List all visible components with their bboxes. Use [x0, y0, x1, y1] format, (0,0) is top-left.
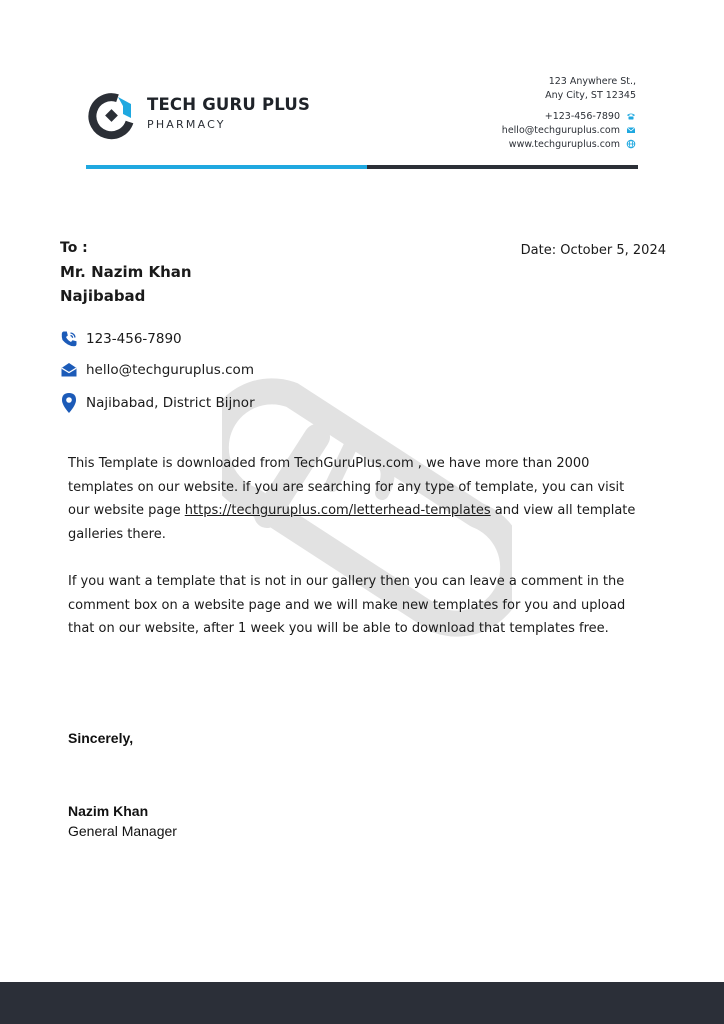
to-label: To : — [60, 240, 88, 256]
header-contact-block — [376, 75, 636, 151]
body-paragraph-2: If you want a template that is not in our gallery then you can leave a comment in the comment box on a website page and we will make new templates for you and upload that on our website, after 1 week you will be able to download that templates free. — [68, 574, 626, 636]
header-divider-dark — [367, 165, 638, 169]
location-pin-icon — [60, 392, 78, 414]
recipient-phone-row — [60, 330, 182, 348]
recipient-location: Najibabad, District Bijnor — [86, 395, 255, 411]
header-phone-row — [376, 109, 636, 123]
header-email-row — [376, 123, 636, 137]
footer-bar — [0, 982, 724, 1024]
header-address — [376, 75, 636, 103]
header-website-row — [376, 137, 636, 151]
signature-title: General Manager — [68, 823, 177, 839]
envelope-open-icon — [60, 361, 78, 379]
header-phone: +123-456-7890 — [544, 110, 620, 122]
templates-link[interactable]: https://techguruplus.com/letterhead-templates — [184, 503, 491, 518]
header-divider-accent — [86, 165, 367, 169]
header-email: hello@techguruplus.com — [501, 124, 620, 136]
recipient-location-row — [60, 392, 255, 414]
envelope-icon — [626, 125, 636, 135]
pharmacy-logo-icon — [87, 92, 135, 140]
signature-name: Nazim Khan — [68, 803, 149, 819]
recipient-name: Mr. Nazim Khan — [60, 263, 192, 281]
brand-subtitle: PHARMACY — [147, 118, 226, 131]
recipient-phone: 123-456-7890 — [86, 331, 182, 347]
recipient-email-row — [60, 361, 254, 379]
body-p1-text-after: and view all template galleries there. — [68, 503, 636, 542]
recipient-email: hello@techguruplus.com — [86, 362, 254, 378]
brand-name: TECH GURU PLUS — [147, 95, 311, 114]
recipient-city: Najibabad — [60, 287, 146, 305]
closing-salutation: Sincerely, — [68, 730, 134, 746]
body-paragraph-1 — [68, 452, 648, 546]
header-website: www.techguruplus.com — [508, 138, 620, 150]
body-p1-text-before: This Template is downloaded from TechGuruPlus.com , we have more than 2000 templates on our website. if you are searching for any type of template, you can visit our website page — [68, 456, 625, 518]
letter-date: Date: October 5, 2024 — [520, 243, 666, 258]
header-divider — [86, 165, 638, 169]
phone-icon — [626, 111, 636, 121]
address-line-2: Any City, ST 12345 — [545, 90, 636, 101]
phone-icon — [60, 330, 78, 348]
globe-icon — [626, 139, 636, 149]
address-line-1: 123 Anywhere St., — [548, 76, 636, 87]
